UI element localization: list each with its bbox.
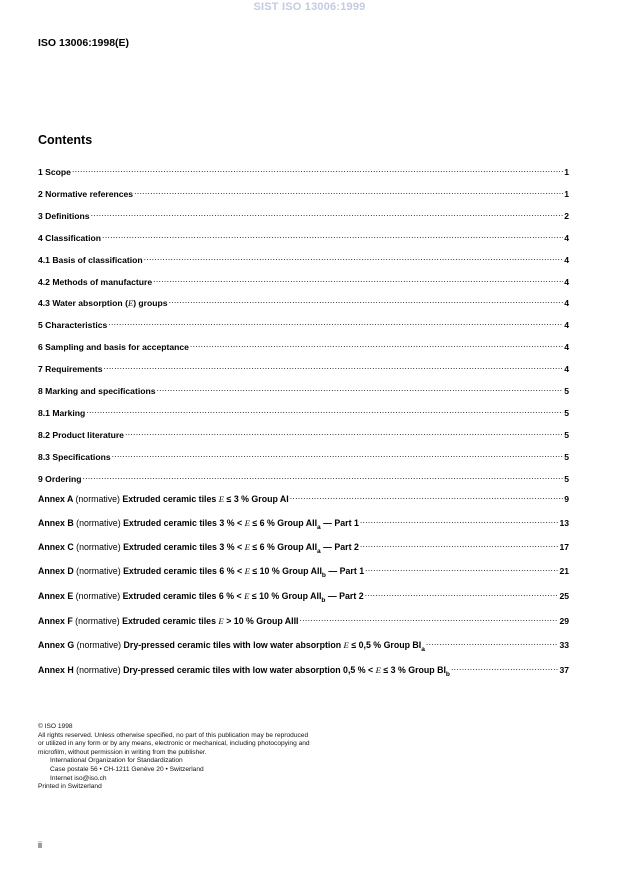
group-subscript: a <box>317 524 321 531</box>
symbol-e: E <box>218 616 224 626</box>
annex-type: (normative) <box>76 665 121 675</box>
annex-type: (normative) <box>76 542 121 552</box>
dot-leader <box>82 470 563 482</box>
symbol-e: E <box>244 542 250 552</box>
toc-entry-page: 4 <box>564 342 569 353</box>
toc-entry[interactable] <box>38 185 569 200</box>
toc-entry-label: 1 Scope <box>38 167 71 177</box>
printed-in: Printed in Switzerland <box>38 783 102 791</box>
dot-leader <box>134 185 563 197</box>
group-subscript: b <box>321 597 326 604</box>
dot-leader <box>86 404 563 416</box>
toc-annex-label: Annex A (normative) Extruded ceramic tiles E ≤ 3 % Group AI <box>38 494 289 504</box>
symbol-e: E <box>218 494 225 504</box>
toc-annex-page: 21 <box>559 566 569 576</box>
symbol-e: E <box>244 518 250 528</box>
toc-entry-page: 4 <box>564 232 569 243</box>
rights-line-1: All rights reserved. Unless otherwise specified, no part of this publication may be reproduced <box>38 731 309 739</box>
toc-entry-label: 6 Sampling and basis for acceptance <box>38 342 189 353</box>
toc-entry-page: 4 <box>564 320 569 331</box>
toc-entry[interactable] <box>38 207 569 222</box>
toc-entry-label: 9 Ordering <box>38 473 82 484</box>
toc-entry-page: 5 <box>564 451 569 462</box>
toc-entry-page: 4 <box>564 298 569 309</box>
toc-annex-page: 37 <box>559 665 569 675</box>
symbol-e: E <box>343 640 349 650</box>
toc-annex-page: 25 <box>559 591 569 601</box>
dot-leader <box>156 382 563 394</box>
toc-annex-entry[interactable] <box>38 661 569 681</box>
annex-type: (normative) <box>76 640 122 650</box>
toc-entry-label: 4.3 Water absorption (E) groups <box>38 298 168 309</box>
toc-annex-label: Annex G (normative) Dry-pressed ceramic tiles with low water absorption E ≤ 0,5 % Group $BI_a$ <box>38 640 425 653</box>
dot-leader <box>360 514 559 526</box>
toc-annex-label: Annex H (normative) Dry-pressed ceramic tiles with low water absorption 0,5 % < E ≤ 3 % Group $BI_b$ <box>38 665 450 678</box>
symbol-e: E <box>375 665 381 675</box>
dot-leader <box>190 338 563 350</box>
toc-entry-page: 4 <box>564 254 569 265</box>
toc-entry[interactable] <box>38 273 569 288</box>
toc-entry-label: 5 Characteristics <box>38 320 108 331</box>
dot-leader <box>125 426 563 438</box>
toc-entry-page: 2 <box>564 210 569 221</box>
toc-entry-page: 1 <box>564 188 569 199</box>
toc-annex-label: Annex E (normative) Extruded ceramic tiles 6 % < E ≤ 10 % Group $AII_b$ — Part 2 <box>38 591 364 604</box>
toc-entry-page: 5 <box>564 429 569 440</box>
annex-type: (normative) <box>75 494 120 504</box>
symbol-e: E <box>244 566 250 576</box>
group-subscript: b <box>445 671 450 678</box>
dot-leader <box>360 538 559 550</box>
toc-annex-entry[interactable] <box>38 587 569 607</box>
org-address: Case postale 56 • CH-1211 Genève 20 • Switzerland <box>50 765 204 773</box>
dot-leader <box>300 612 559 624</box>
contents-heading: Contents <box>38 133 93 147</box>
toc-annex-page: 17 <box>559 542 569 552</box>
dot-leader <box>365 562 558 574</box>
dot-leader <box>108 316 563 328</box>
toc-annex-page: 33 <box>559 640 569 650</box>
toc-annex-entry[interactable] <box>38 490 569 505</box>
toc-entry-label: 8.3 Specifications <box>38 451 111 462</box>
toc-entry-page: 1 <box>564 167 569 177</box>
toc-entry[interactable] <box>38 382 569 397</box>
symbol-e: E <box>244 591 250 601</box>
toc-entry[interactable] <box>38 338 569 353</box>
annex-type: (normative) <box>76 566 121 576</box>
toc-entry[interactable] <box>38 404 569 419</box>
symbol-e: E <box>127 298 134 309</box>
rights-line-3: microfilm, without permission in writing from the publisher. <box>38 748 207 756</box>
dot-leader <box>153 273 563 285</box>
toc-entry-label: 7 Requirements <box>38 364 103 375</box>
dot-leader <box>169 294 564 306</box>
dot-leader <box>91 207 564 219</box>
toc-annex-page: 9 <box>564 494 569 504</box>
toc-annex-entry[interactable] <box>38 538 569 558</box>
toc-entry-label: 4.2 Methods of manufacture <box>38 276 153 287</box>
annex-type: (normative) <box>75 591 121 601</box>
dot-leader <box>426 636 559 648</box>
annex-type: (normative) <box>76 518 121 528</box>
toc-annex-page: 13 <box>559 518 569 528</box>
toc-entry-label: 4.1 Basis of classification <box>38 254 143 265</box>
toc-entry-label: 2 Normative references <box>38 188 134 199</box>
toc-annex-label: Annex F (normative) Extruded ceramic tiles E > 10 % Group AIII <box>38 616 299 626</box>
toc-entry-label: 3 Definitions <box>38 210 90 221</box>
toc-annex-label: Annex D (normative) Extruded ceramic tiles 6 % < E ≤ 10 % Group $AII_b$ — Part 1 <box>38 566 365 579</box>
toc-entry[interactable] <box>38 229 569 244</box>
annex-type: (normative) <box>75 616 120 626</box>
toc-entry-label: 4 Classification <box>38 232 102 243</box>
toc-entry[interactable] <box>38 448 569 463</box>
toc-annex-page: 29 <box>559 616 569 626</box>
toc-annex-entry[interactable] <box>38 514 569 534</box>
dot-leader <box>144 251 564 263</box>
dot-leader <box>112 448 564 460</box>
toc-entry[interactable] <box>38 470 569 485</box>
org-internet: Internet iso@iso.ch <box>50 774 107 782</box>
toc-entry-label: 8 Marking and specifications <box>38 386 156 396</box>
rights-line-2: or utilized in any form or by any means, electronic or mechanical, including photocopying and <box>38 740 310 748</box>
toc-entry[interactable] <box>38 163 569 178</box>
document-id: ISO 13006:1998(E) <box>38 37 130 49</box>
dot-leader <box>102 229 563 241</box>
toc-annex-entry[interactable] <box>38 636 569 656</box>
toc-entry[interactable] <box>38 316 569 331</box>
toc-annex-entry[interactable] <box>38 612 569 627</box>
toc-entry[interactable] <box>38 251 569 266</box>
dot-leader <box>290 490 563 502</box>
toc-entry-page: 4 <box>564 276 569 287</box>
toc-annex-label: Annex B (normative) Extruded ceramic tiles 3 % < E ≤ 6 % Group $AII_a$ — Part 1 <box>38 518 359 531</box>
toc-annex-label: Annex C (normative) Extruded ceramic tiles 3 % < E ≤ 6 % Group $AII_a$ — Part 2 <box>38 542 359 555</box>
toc-entry-page: 5 <box>564 386 569 396</box>
dot-leader <box>72 163 563 175</box>
org-name: International Organization for Standardization <box>50 757 183 765</box>
page-number: ii <box>38 840 42 850</box>
toc-entry[interactable] <box>38 426 569 441</box>
group-subscript: a <box>317 548 321 555</box>
dot-leader <box>451 661 559 673</box>
toc-annex-entry[interactable] <box>38 562 569 582</box>
group-subscript: a <box>421 646 425 653</box>
toc-entry[interactable] <box>38 294 569 309</box>
toc-entry-page: 5 <box>564 407 569 418</box>
copyright-footer <box>38 723 310 792</box>
group-subscript: b <box>321 572 326 579</box>
toc-entry-label: 8.1 Marking <box>38 407 86 418</box>
toc-entry[interactable] <box>38 360 569 375</box>
dot-leader <box>103 360 563 372</box>
dot-leader <box>365 587 559 599</box>
copyright-line: © ISO 1998 <box>38 723 73 730</box>
watermark: SIST ISO 13006:1999 <box>253 1 366 13</box>
toc-entry-label: 8.2 Product literature <box>38 429 124 440</box>
toc-entry-page: 4 <box>564 364 569 375</box>
toc-entry-page: 5 <box>564 473 569 484</box>
